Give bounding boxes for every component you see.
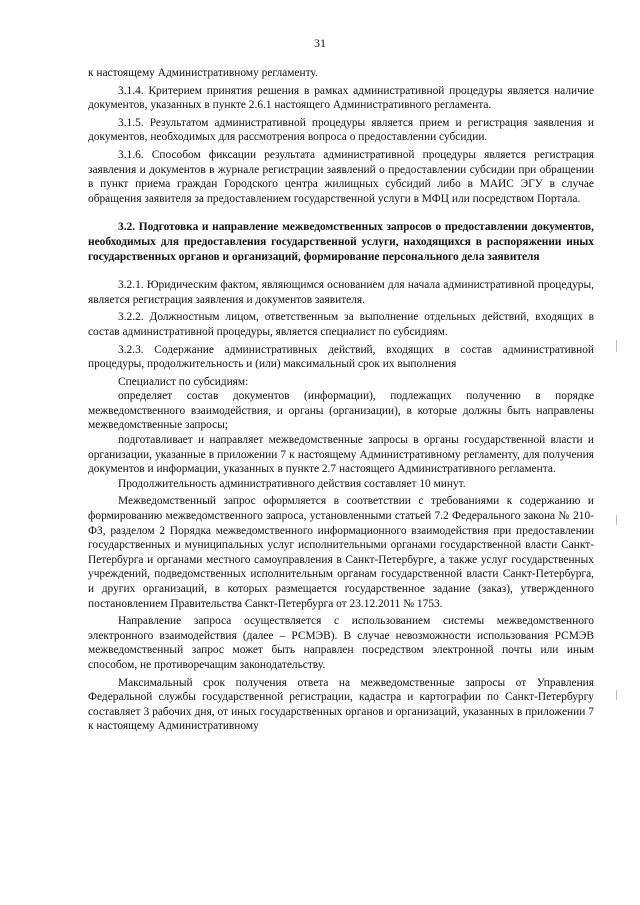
paragraph: 3.2.1. Юридическим фактом, являющимся основанием для начала административной процедуры, является регистрация заявления и документов заявителя. [88, 279, 594, 306]
document-body [88, 66, 594, 734]
scan-mark [616, 340, 617, 352]
scan-mark [616, 690, 617, 700]
paragraph: Специалист по субсидиям: [118, 375, 249, 388]
paragraph: к настоящему Административному регламенту. [88, 67, 318, 79]
scan-mark [616, 515, 617, 525]
paragraph: 3.2.3. Содержание административных действий, входящих в состав административной процедуры, продолжительность и (или) максимальный срок их выполнения [88, 343, 594, 371]
page-number: 31 [314, 36, 326, 50]
paragraph: 3.1.5. Результатом административной процедуры является прием и регистрация заявления и документов, необходимых для рассмотрения вопроса о предоставлении субсидии. [88, 116, 594, 144]
paragraph: Продолжительность административного действия составляет 10 минут. [118, 477, 466, 490]
paragraph: 3.2.2. Должностным лицом, ответственным за выполнение отдельных действий, входящих в состав административной процедуры, является специалист по субсидиям. [88, 311, 594, 338]
paragraph: 3.1.6. Способом фиксации результата административной процедуры является регистрация заявления и документов в журнале регистрации заявлений о предоставлении субсидии при обращении в пункт приема граждан Городского центра жилищных субсидий либо в МАИС ЭГУ в случае обращения заявителя за предоставлением государственной услуги в МФЦ или посредством Портала. [88, 148, 594, 205]
paragraph: подготавливает и направляет межведомственные запросы в органы государственной власти и организации, указанные в приложении 7 к настоящему Административному регламенту, для получения документов и информации, указанных в пункте 2.7 настоящего Административного регламента. [88, 434, 594, 476]
paragraph: 3.1.4. Критерием принятия решения в рамках административной процедуры является наличие документов, указанных в пункте 2.6.1 настоящего Административного регламента. [88, 84, 594, 112]
paragraph: Межведомственный запрос оформляется в соответствии с требованиями к содержанию и формированию межведомственного запроса, установленными статьей 7.2 Федерального закона № 210-ФЗ, разделом 2 Порядка межведомственного информационного взаимодействия при предоставлении государственных и муниципальных услуг исполнительными органами государственной власти Санкт-Петербурга и органами местного самоуправления в Санкт-Петербурге, а также услуг государственных учреждений, подведомственных исполнительным органам государственной власти Санкт-Петербурга, и других организаций, в которых размещается государственное задание (заказ), утвержденного постановлением Правительства Санкт-Петербурга от 23.12.2011 № 1753. [88, 495, 594, 610]
paragraph: Направление запроса осуществляется с использованием системы межведомственного электронного взаимодействия (далее – РСМЭВ). В случае невозможности использования РСМЭВ межведомственный запрос может быть направлен посредством электронной почты или иным способом, не противоречащим законодательству. [88, 615, 594, 671]
paragraph: определяет состав документов (информации), подлежащих получению в порядке межведомственного взаимодействия, и органы (организации), в которые должны быть направлены межведомственные запросы; [88, 390, 594, 432]
section-heading: 3.2. Подготовка и направление межведомственных запросов о предоставлении документов, необходимых для предоставления государственной услуги, находящихся в распоряжении иных государственных органов и организаций, формирование персонального дела заявителя [88, 221, 594, 263]
paragraph: Максимальный срок получения ответа на межведомственные запросы от Управления Федеральной службы государственной регистрации, кадастра и картографии по Санкт-Петербургу составляет 3 рабочих дня, от иных государственных органов и организаций, указанных в приложении 7 к настоящему Административному [88, 676, 594, 733]
